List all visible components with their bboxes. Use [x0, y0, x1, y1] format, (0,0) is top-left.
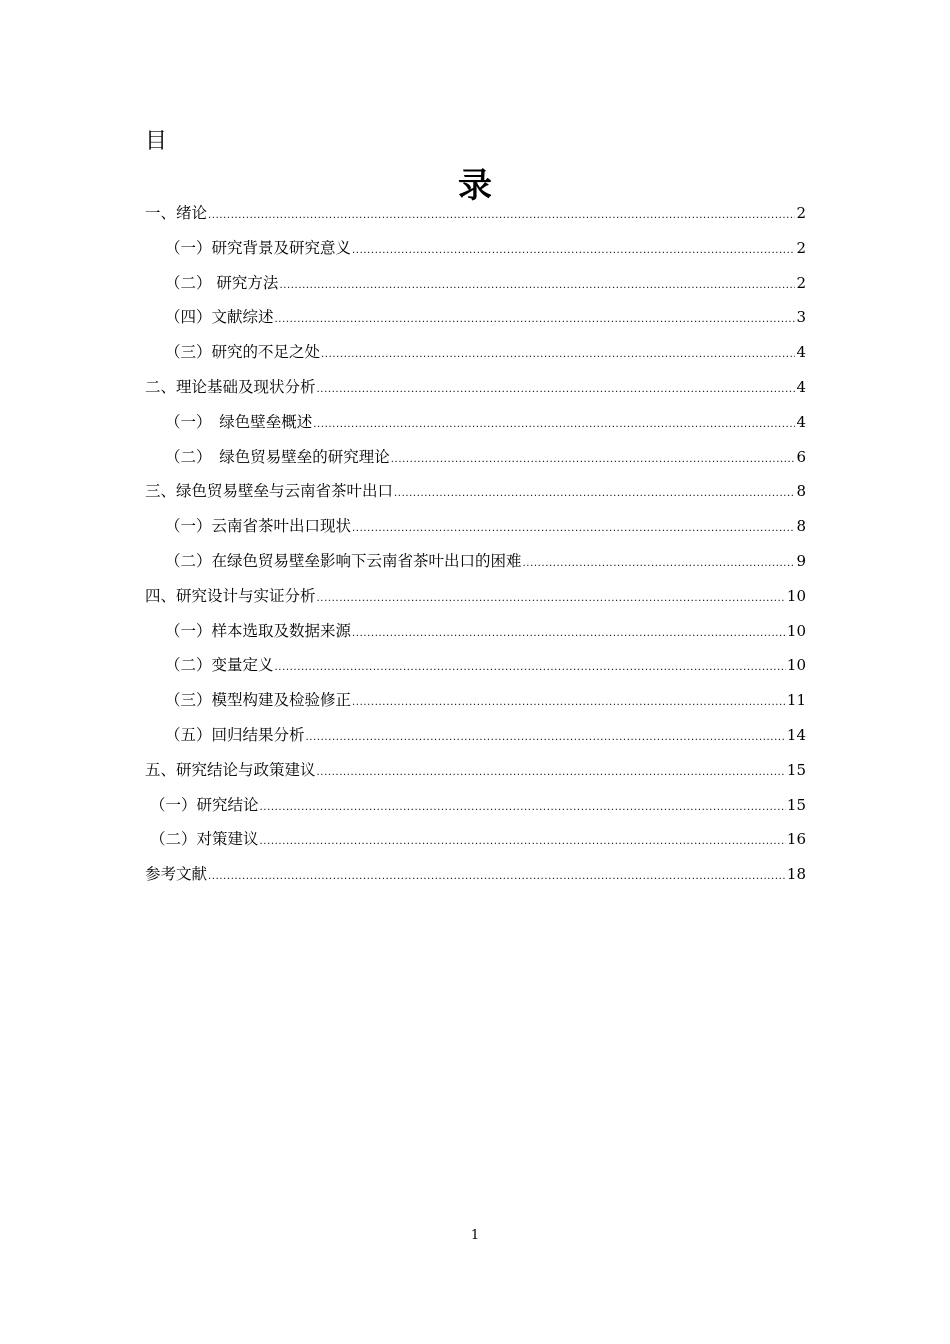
- toc-entry-page-number: 2: [796, 204, 806, 222]
- toc-entry-label: 二、理论基础及现状分析: [145, 378, 316, 396]
- toc-entry-label: （二）对策建议: [150, 830, 259, 849]
- toc-dot-leader: [275, 305, 796, 335]
- toc-entry-page-number: 4: [796, 378, 806, 396]
- toc-dot-leader: [260, 793, 786, 823]
- toc-dot-leader: [208, 201, 795, 231]
- toc-dot-leader: [391, 445, 796, 475]
- toc-dot-leader: [317, 375, 796, 405]
- toc-entry-label: （三）模型构建及检验修正: [165, 691, 352, 710]
- toc-entry-label: 五、研究结论与政策建议: [145, 760, 316, 779]
- toc-entry-label: （一）样本选取及数据来源: [165, 621, 352, 640]
- toc-entry[interactable]: [165, 650, 806, 680]
- toc-entry-label: 四、研究设计与实证分析: [145, 586, 316, 605]
- toc-entry-label: （一）研究结论: [150, 795, 259, 814]
- toc-title-char-2: 录: [458, 166, 492, 206]
- toc-entry-page-number: 14: [786, 726, 806, 744]
- toc-entry-page-number: 16: [786, 830, 806, 849]
- toc-entry-page-number: 15: [786, 795, 806, 814]
- toc-entry-page-number: 4: [796, 343, 806, 362]
- toc-entry-label: （二） 研究方法: [165, 273, 279, 292]
- toc-entry[interactable]: [165, 720, 806, 750]
- toc-entry[interactable]: [150, 824, 806, 854]
- toc-dot-leader: [317, 758, 786, 788]
- toc-entry-page-number: 10: [786, 621, 806, 640]
- toc-dot-leader: [306, 723, 786, 753]
- toc-entry-label: 一、绪论: [145, 204, 208, 222]
- toc-entry[interactable]: [165, 337, 806, 367]
- toc-dot-leader: [321, 340, 795, 370]
- toc-entry-page-number: 10: [786, 586, 806, 605]
- toc-entry-page-number: 18: [786, 865, 806, 884]
- toc-dot-leader: [352, 619, 786, 649]
- toc-entry[interactable]: [165, 407, 806, 437]
- toc-dot-leader: [394, 479, 795, 509]
- toc-title-char-1: 目: [145, 129, 168, 154]
- toc-entry-label: （三）研究的不足之处: [165, 343, 321, 362]
- toc-entry[interactable]: [165, 685, 806, 715]
- toc-entry-label: （四）文献综述: [165, 308, 274, 327]
- toc-dot-leader: [317, 584, 786, 614]
- toc-entry-page-number: 3: [796, 308, 806, 327]
- page-number: 1: [470, 1228, 480, 1243]
- toc-entry[interactable]: [165, 302, 806, 332]
- toc-entry-label: 三、绿色贸易壁垒与云南省茶叶出口: [145, 482, 394, 501]
- toc-dot-leader: [260, 827, 786, 857]
- toc-entry-page-number: 10: [786, 656, 806, 675]
- toc-entry-label: 参考文献: [145, 865, 208, 884]
- toc-entry[interactable]: [145, 755, 806, 785]
- toc-entry-page-number: 11: [786, 691, 806, 710]
- toc-entry-label: （一）云南省茶叶出口现状: [165, 517, 352, 536]
- toc-dot-leader: [352, 514, 795, 544]
- toc-dot-leader: [275, 653, 786, 683]
- toc-entry[interactable]: [165, 511, 806, 541]
- toc-dot-leader: [208, 862, 786, 892]
- toc-entry-page-number: 8: [796, 517, 806, 536]
- toc-entry[interactable]: [145, 198, 806, 228]
- toc-entry[interactable]: [145, 372, 806, 402]
- toc-entry-label: （一） 绿色壁垒概述: [165, 412, 313, 431]
- toc-entry-label: （五）回归结果分析: [165, 726, 305, 744]
- toc-entry[interactable]: [165, 233, 806, 263]
- toc-dot-leader: [279, 271, 795, 301]
- toc-entry-label: （二） 绿色贸易壁垒的研究理论: [165, 447, 390, 466]
- toc-entry[interactable]: [145, 581, 806, 611]
- toc-entry[interactable]: [145, 476, 806, 506]
- toc-entry-page-number: 9: [796, 552, 806, 570]
- toc-entry-page-number: 6: [796, 447, 806, 466]
- toc-dot-leader: [313, 410, 795, 440]
- toc-entry[interactable]: [165, 442, 806, 472]
- toc-entry-page-number: 2: [796, 238, 806, 257]
- toc-dot-leader: [352, 688, 786, 718]
- toc-entry[interactable]: [165, 268, 806, 298]
- toc-entry-label: （二）变量定义: [165, 656, 274, 675]
- toc-entry-label: （二）在绿色贸易壁垒影响下云南省茶叶出口的困难: [165, 552, 522, 570]
- toc-entry[interactable]: [165, 616, 806, 646]
- toc-dot-leader: [352, 236, 795, 266]
- toc-entry-page-number: 8: [796, 482, 806, 501]
- toc-entry[interactable]: [165, 546, 806, 576]
- toc-entry[interactable]: [150, 790, 806, 820]
- toc-entry-page-number: 4: [796, 412, 806, 431]
- toc-entry-page-number: 2: [796, 273, 806, 292]
- toc-dot-leader: [523, 549, 796, 579]
- toc-entry-label: （一）研究背景及研究意义: [165, 238, 352, 257]
- toc-entry-page-number: 15: [786, 760, 806, 779]
- toc-entry[interactable]: [145, 859, 806, 889]
